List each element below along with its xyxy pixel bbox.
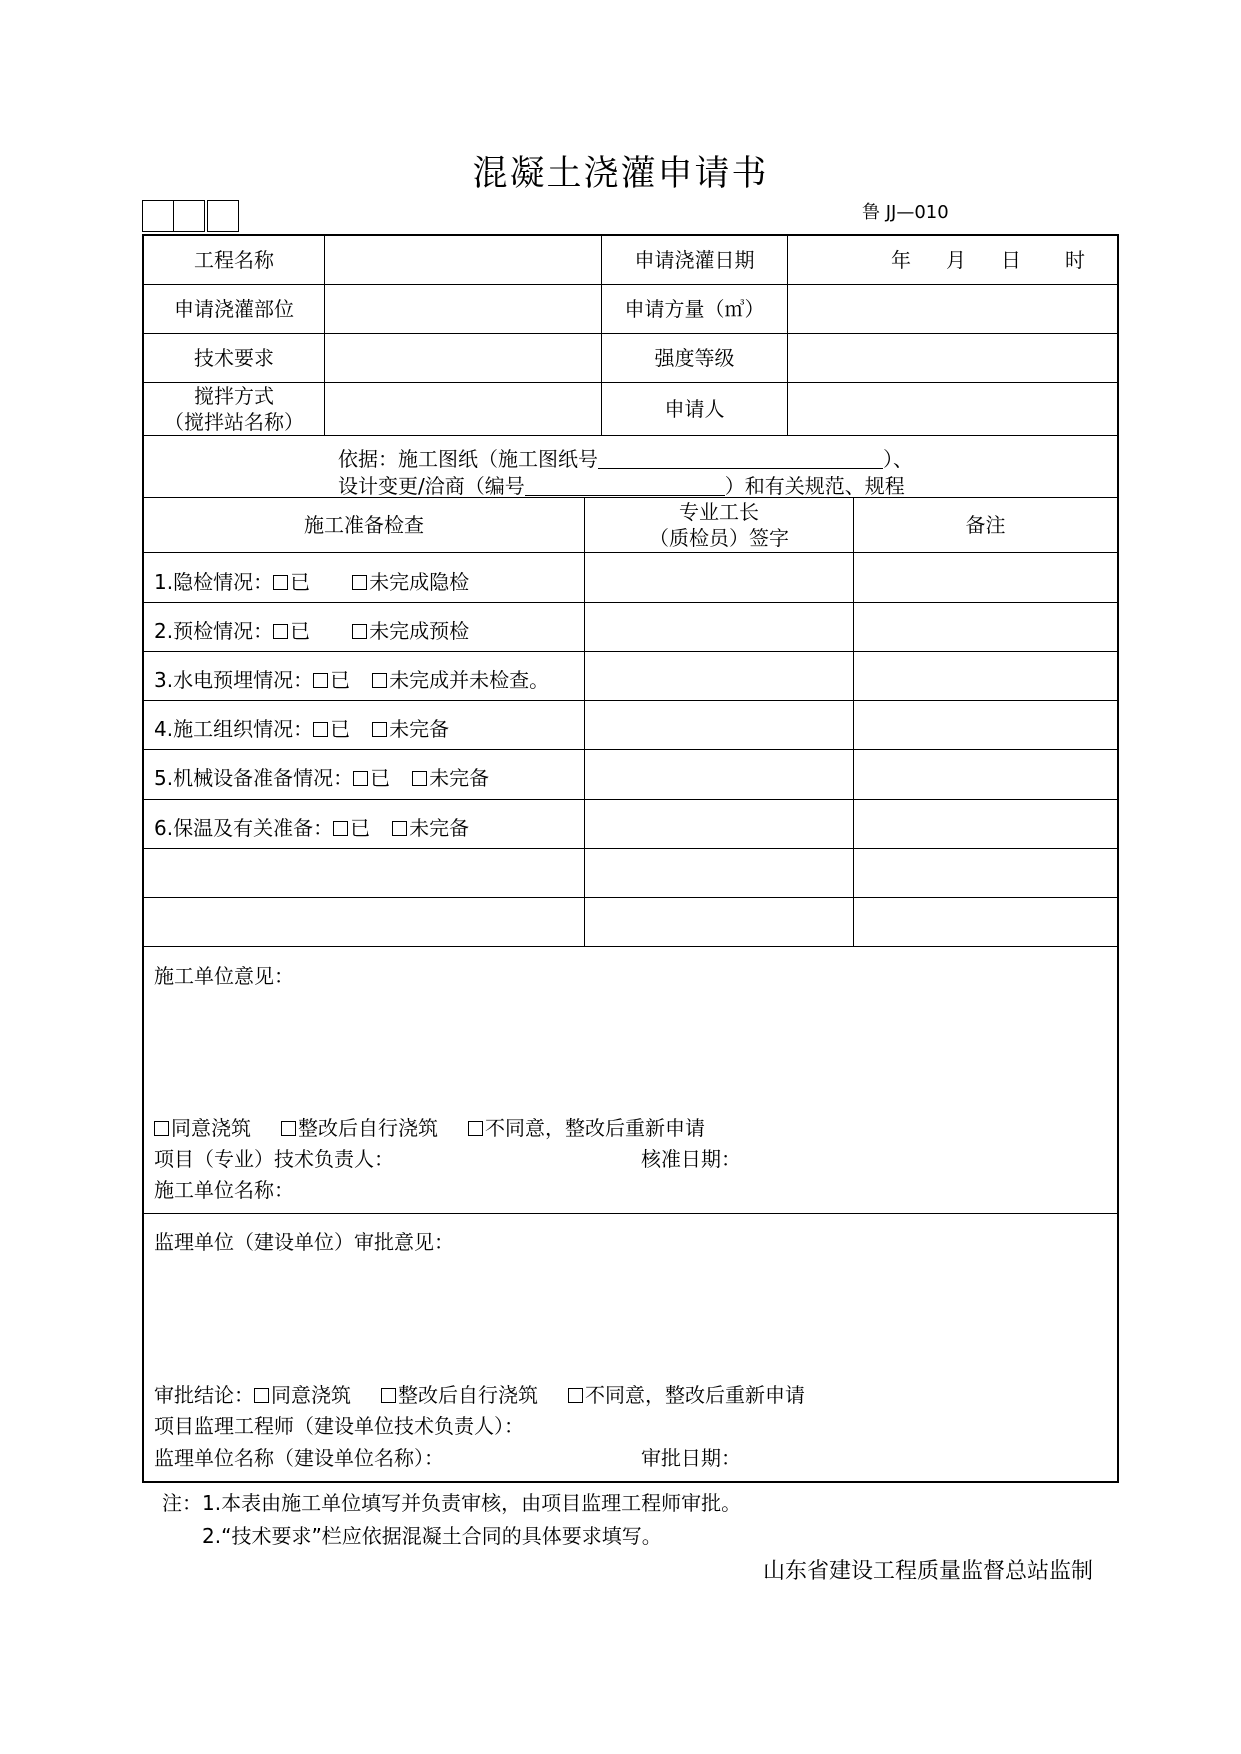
date-hour-label: 时 xyxy=(1065,248,1085,272)
mixing-label xyxy=(144,383,324,435)
check-row-3-undone-checkbox[interactable] xyxy=(372,673,387,688)
strength-label: 强度等级 xyxy=(654,346,735,370)
drawing-number-blank[interactable] xyxy=(598,448,883,469)
check-row-5-done-checkbox[interactable] xyxy=(353,771,368,786)
check-row-6-undone-checkbox[interactable] xyxy=(392,821,407,836)
check-row-6-undone-label: 未完备 xyxy=(409,816,470,840)
basis-line1-suffix: ）、 xyxy=(883,447,913,471)
date-day-label: 日 xyxy=(1001,248,1021,272)
check-row-6 xyxy=(154,812,469,841)
mixing-label-line1: 搅拌方式 xyxy=(194,384,274,408)
construction-rectify-checkbox[interactable] xyxy=(281,1121,296,1136)
basis-line2-prefix: 设计变更/洽商（编号 xyxy=(338,474,525,498)
supervision-agree-checkbox[interactable] xyxy=(254,1388,269,1403)
form-number: 鲁 JJ—010 xyxy=(862,202,949,223)
number-box-2[interactable] xyxy=(173,200,205,232)
check-row-5 xyxy=(154,762,489,791)
check-row-3-done-label: 已 xyxy=(330,668,351,692)
tech-lead-label: 项目（专业）技术负责人： xyxy=(154,1147,394,1171)
construction-options xyxy=(154,1112,705,1141)
project-name-label: 工程名称 xyxy=(194,248,274,272)
volume-label: 申请方量（㎥） xyxy=(624,297,765,321)
construction-unit-name-label: 施工单位名称： xyxy=(154,1178,294,1202)
supervision-opinion-label: 监理单位（建设单位）审批意见： xyxy=(154,1230,454,1254)
check-row-4-done-checkbox[interactable] xyxy=(313,722,328,737)
check-row-5-undone-checkbox[interactable] xyxy=(412,771,427,786)
check-row-4-done-label: 已 xyxy=(330,717,351,741)
check-row-1-undone-label: 未完成隐检 xyxy=(369,570,470,594)
apply-date-field[interactable] xyxy=(788,236,1117,284)
check-row-1 xyxy=(154,566,469,595)
note-1: 注：1.本表由施工单位填写并负责审核，由项目监理工程师审批。 xyxy=(162,1491,742,1515)
applicant-field[interactable] xyxy=(788,383,1117,435)
check-row-1-label: 1.隐检情况： xyxy=(154,570,274,594)
check-row-2-done-checkbox[interactable] xyxy=(273,624,288,639)
check-row-2-undone-label: 未完成预检 xyxy=(369,619,470,643)
check-row-6-label: 6.保温及有关准备： xyxy=(154,816,334,840)
remarks-header: 备注 xyxy=(965,513,1006,537)
check-row-3-label: 3.水电预埋情况： xyxy=(154,668,314,692)
note-2: 2.“技术要求”栏应依据混凝土合同的具体要求填写。 xyxy=(202,1524,662,1548)
supervision-options xyxy=(154,1379,805,1408)
apply-date-label: 申请浇灌日期 xyxy=(634,248,755,272)
check-row-4-label: 4.施工组织情况： xyxy=(154,717,314,741)
strength-field[interactable] xyxy=(788,334,1117,382)
supervision-rectify-label: 整改后自行浇筑 xyxy=(398,1383,538,1407)
check-row-1-done-checkbox[interactable] xyxy=(273,575,288,590)
construction-disagree-checkbox[interactable] xyxy=(468,1121,483,1136)
location-label: 申请浇灌部位 xyxy=(174,297,294,321)
construction-agree-checkbox[interactable] xyxy=(154,1121,169,1136)
check-row-5-undone-label: 未完备 xyxy=(429,766,490,790)
check-row-5-label: 5.机械设备准备情况： xyxy=(154,766,354,790)
check-row-1-undone-checkbox[interactable] xyxy=(352,575,367,590)
number-box-3[interactable] xyxy=(207,200,239,232)
check-row-2-undone-checkbox[interactable] xyxy=(352,624,367,639)
basis-line2-suffix: ）和有关规范、规程 xyxy=(724,474,905,498)
check-row-2-label: 2.预检情况： xyxy=(154,619,274,643)
check-row-3-done-checkbox[interactable] xyxy=(313,673,328,688)
check-row-4 xyxy=(154,713,449,742)
basis-line1-prefix: 依据：施工图纸（施工图纸号 xyxy=(338,447,598,471)
signature-header-line2: （质检员）签字 xyxy=(649,526,789,550)
supervision-engineer-label: 项目监理工程师（建设单位技术负责人）： xyxy=(154,1414,524,1438)
check-row-4-undone-checkbox[interactable] xyxy=(372,722,387,737)
supervision-conclusion-label: 审批结论： xyxy=(154,1383,254,1407)
supervision-approve-date-label: 审批日期： xyxy=(641,1446,741,1470)
check-header: 施工准备检查 xyxy=(304,513,424,537)
mixing-label-line2: （搅拌站名称） xyxy=(164,410,304,434)
supervision-disagree-checkbox[interactable] xyxy=(568,1388,583,1403)
tech-req-label: 技术要求 xyxy=(194,346,274,370)
construction-rectify-label: 整改后自行浇筑 xyxy=(298,1116,438,1140)
check-row-3 xyxy=(154,664,549,693)
check-row-5-done-label: 已 xyxy=(370,766,391,790)
page-title: 混凝土浇灌申请书 xyxy=(472,154,769,194)
basis-line1 xyxy=(338,443,913,472)
applicant-label: 申请人 xyxy=(664,397,725,421)
check-row-4-undone-label: 未完备 xyxy=(389,717,450,741)
supervision-agree-label: 同意浇筑 xyxy=(271,1383,351,1407)
check-row-6-done-label: 已 xyxy=(350,816,371,840)
change-number-blank[interactable] xyxy=(525,475,725,496)
signature-header-line1: 专业工长 xyxy=(679,500,759,524)
check-row-6-done-checkbox[interactable] xyxy=(333,821,348,836)
construction-disagree-label: 不同意，整改后重新申请 xyxy=(485,1116,705,1140)
date-year-label: 年 xyxy=(891,248,911,272)
check-row-2 xyxy=(154,615,469,644)
construction-opinion-label: 施工单位意见： xyxy=(154,964,294,988)
basis-line2 xyxy=(338,470,905,499)
issuer: 山东省建设工程质量监督总站监制 xyxy=(763,1559,1094,1584)
mixing-field[interactable] xyxy=(325,383,601,435)
approve-date-label: 核准日期： xyxy=(641,1147,741,1171)
application-form xyxy=(142,234,1119,1483)
construction-agree-label: 同意浇筑 xyxy=(171,1116,251,1140)
number-box-1[interactable] xyxy=(142,200,174,232)
tech-req-field[interactable] xyxy=(325,334,601,382)
check-row-3-undone-label: 未完成并未检查。 xyxy=(389,668,550,692)
supervision-rectify-checkbox[interactable] xyxy=(381,1388,396,1403)
project-name-field[interactable] xyxy=(325,236,601,284)
date-month-label: 月 xyxy=(946,248,966,272)
check-row-2-done-label: 已 xyxy=(290,619,311,643)
supervision-disagree-label: 不同意，整改后重新申请 xyxy=(585,1383,805,1407)
location-field[interactable] xyxy=(325,285,601,333)
supervision-unit-name-label: 监理单位名称（建设单位名称）： xyxy=(154,1446,444,1470)
check-row-1-done-label: 已 xyxy=(290,570,311,594)
signature-header xyxy=(585,498,853,552)
volume-field[interactable] xyxy=(788,285,1117,333)
